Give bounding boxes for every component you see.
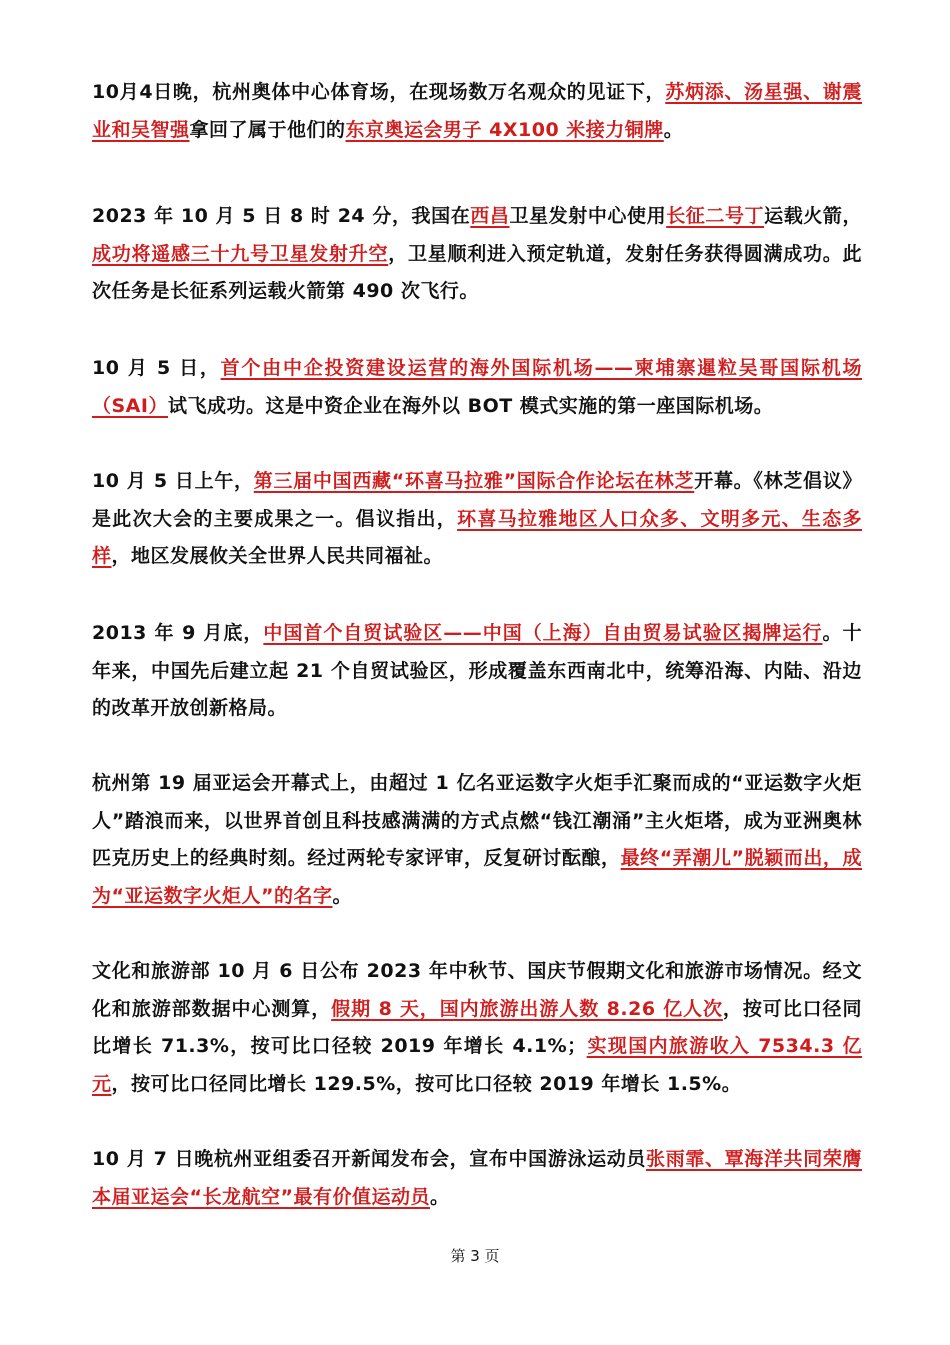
highlight-segment: 实现国内旅游收入 7534.3 亿元 bbox=[92, 1035, 862, 1095]
text-segment: 开幕。《林芝倡议》是此次大会的主要成果之一。倡议指出， bbox=[92, 470, 862, 530]
text-segment: 10月4日晚，杭州奥体中心体育场，在现场数万名观众的见证下， bbox=[92, 81, 666, 103]
text-segment: 。 bbox=[332, 884, 352, 907]
paragraph-7 bbox=[92, 953, 862, 1103]
highlight-segment: 最终“弄潮儿”脱颖而出，成为“亚运数字火炬人”的名字 bbox=[92, 847, 862, 907]
highlight-segment: 中国首个自贸试验区——中国（上海）自由贸易试验区揭牌运行 bbox=[263, 622, 823, 644]
highlight-segment: 成功将遥感三十九号卫星发射升空 bbox=[92, 242, 389, 265]
text-segment: 文化和旅游部 10 月 6 日公布 2023 年中秋节、国庆节假期文化和旅游市场情况。经文化和旅游部数据中心测算， bbox=[92, 960, 862, 1020]
paragraph-4 bbox=[92, 463, 862, 576]
paragraph-3 bbox=[92, 350, 862, 425]
text-segment: 。十年来，中国先后建立起 21 个自贸试验区，形成覆盖东西南北中，统筹沿海、内陆、沿边的改革开放创新格局。 bbox=[92, 622, 862, 719]
highlight-segment: 首个由中企投资建设运营的海外国际机场——柬埔寨暹粒吴哥国际机场（SAI） bbox=[92, 357, 862, 417]
highlight-segment: 长征二号丁 bbox=[666, 205, 765, 227]
highlight-segment: 张雨霏、覃海洋共同荣膺本届亚运会“长龙航空”最有价值运动员 bbox=[92, 1148, 862, 1208]
text-segment: 10 月 7 日晚杭州亚组委召开新闻发布会，宣布中国游泳运动员 bbox=[92, 1148, 647, 1170]
text-segment: 2013 年 9 月底， bbox=[92, 622, 264, 644]
text-segment: 10 月 5 日， bbox=[92, 357, 221, 379]
highlight-segment: 西昌 bbox=[470, 205, 510, 227]
text-segment: 。 bbox=[663, 118, 684, 141]
text-segment: 试飞成功。这是中资企业在海外以 BOT 模式实施的第一座国际机场。 bbox=[167, 394, 774, 417]
text-segment: 2023 年 10 月 5 日 8 时 24 分，我国在 bbox=[92, 205, 471, 227]
text-segment: ，卫星顺利进入预定轨道，发射任务获得圆满成功。此次任务是长征系列运载火箭第 490 次飞行。 bbox=[92, 242, 862, 302]
text-segment: 杭州第 19 届亚运会开幕式上，由超过 1 亿名亚运数字火炬手汇聚而成的“亚运数字火炬人”踏浪而来，以世界首创且科技感满满的方式点燃“钱江潮涌”主火炬塔，成为亚洲奥林匹克历史上的经典时刻。经过两轮专家评审，反复研讨酝酿， bbox=[92, 772, 862, 869]
paragraph-2 bbox=[92, 198, 862, 311]
highlight-segment: 假期 8 天，国内旅游出游人数 8.26 亿人次 bbox=[331, 997, 723, 1020]
paragraph-6 bbox=[92, 765, 862, 915]
text-segment: ，地区发展攸关全世界人民共同福祉。 bbox=[111, 545, 444, 567]
highlight-segment: 苏炳添、汤星强、谢震业和吴智强 bbox=[92, 81, 862, 141]
page-number: 第 3 页 bbox=[450, 1247, 500, 1265]
text-segment: 卫星发射中心使用 bbox=[509, 205, 667, 227]
paragraph-1 bbox=[92, 74, 862, 149]
text-segment: ，按可比口径同比增长 71.3%，按可比口径较 2019 年增长 4.1%； bbox=[92, 997, 862, 1057]
text-segment: 拿回了属于他们的 bbox=[189, 118, 346, 141]
text-segment: ，按可比口径同比增长 129.5%，按可比口径较 2019 年增长 1.5%。 bbox=[111, 1072, 742, 1095]
clipped-paragraph-container bbox=[92, 81, 862, 141]
text-segment: 运载火箭， bbox=[764, 205, 862, 227]
highlight-segment: 东京奥运会男子 4X100 米接力铜牌 bbox=[345, 118, 664, 141]
paragraph-8 bbox=[92, 1141, 862, 1216]
highlight-segment: 环喜马拉雅地区人口众多、文明多元、生态多样 bbox=[92, 507, 862, 567]
text-segment: 。 bbox=[429, 1185, 450, 1208]
paragraph-5 bbox=[92, 615, 862, 728]
highlight-segment: 第三届中国西藏“环喜马拉雅”国际合作论坛在林芝 bbox=[253, 470, 695, 492]
text-segment: 10 月 5 日上午， bbox=[92, 470, 254, 492]
